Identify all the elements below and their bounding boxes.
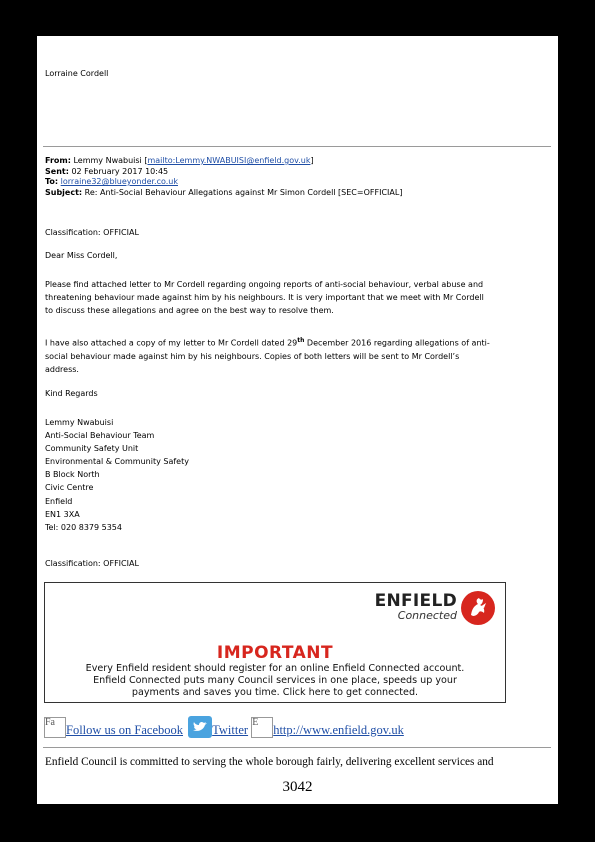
facebook-link[interactable]: Follow us on Facebook (66, 723, 184, 737)
document-page (37, 36, 558, 804)
footer-divider (43, 747, 551, 748)
from-row: From: Lemmy Nwabuisi [mailto:Lemmy.NWABUISI@enfield.gov.uk] (45, 156, 314, 165)
sent-row (45, 167, 550, 178)
to-label: To: (45, 177, 59, 186)
greeting: Dear Miss Cordell, (45, 251, 118, 260)
enfield-logo-text (355, 592, 457, 622)
paragraph-1-line: to discuss these allegations and agree on the best way to resolve them. (45, 306, 334, 315)
email-header (45, 156, 550, 198)
signature-line: Environmental & Community Safety (45, 457, 189, 467)
signature-line: B Block North (45, 470, 100, 480)
twitter-bird-icon[interactable] (188, 716, 212, 738)
signature-line: Civic Centre (45, 483, 94, 493)
website-link[interactable]: http://www.enfield.gov.uk (273, 723, 404, 737)
footer-text: Enfield Council is committed to serving the whole borough fairly, delivering excellent services and (45, 756, 494, 768)
banner-line: payments and saves you time. Click here to get connected. (131, 687, 419, 698)
paragraph-1-line: threatening behaviour made against him by his neighbours. It is very important that we meet with Mr Cordell (45, 293, 484, 302)
from-label: From: (45, 156, 71, 165)
enfield-connected-banner[interactable] (44, 582, 506, 703)
ordinal-suffix: th (297, 337, 305, 344)
paragraph-2-line: address. (45, 364, 79, 374)
banner-line: Every Enfield resident should register for an online Enfield Connected account. (85, 663, 465, 674)
twitter-link[interactable]: Twitter (212, 723, 249, 737)
sent-label: Sent: (45, 166, 69, 176)
paragraph-1-line: Please find attached letter to Mr Cordell regarding ongoing reports of anti-social behaviour, verbal abuse and (45, 280, 484, 289)
paragraph-2-line: social behaviour made against him by his neighbours. Copies of both letters will be sent to Mr Cordell’s (45, 351, 460, 361)
signature-line: EN1 3XA (45, 509, 80, 519)
signature-line: Community Safety Unit (45, 444, 139, 454)
closing: Kind Regards (45, 389, 98, 398)
signature-line: Lemmy Nwabuisi (45, 418, 114, 427)
logo-word: ENFIELD (374, 591, 457, 611)
page-number: 3042 (282, 779, 313, 795)
facebook-broken-image-icon[interactable]: Fa (44, 717, 66, 738)
important-heading: IMPORTANT (216, 643, 334, 663)
classification-bottom: Classification: OFFICIAL (45, 559, 139, 568)
social-links (44, 716, 404, 738)
header-divider (43, 146, 551, 147)
to-email-link[interactable]: lorraine32@blueyonder.co.uk (60, 177, 178, 186)
paragraph-2-line (45, 334, 555, 350)
header-recipient-name: Lorraine Cordell (45, 69, 109, 78)
from-name: Lemmy Nwabuisi (73, 156, 142, 165)
signature-line: Tel: 020 8379 5354 (45, 522, 122, 532)
logo-sub: Connected (397, 609, 457, 622)
banner-line: Enfield Connected puts many Council services in one place, speeds up your (93, 675, 457, 686)
from-mailto-link[interactable]: mailto:Lemmy.NWABUISI@enfield.gov.uk (147, 156, 311, 165)
paragraph-2-line1-post: December 2016 regarding allegations of anti- (304, 338, 490, 348)
sent-value: 02 February 2017 10:45 (71, 166, 169, 176)
paragraph-1 (45, 278, 555, 317)
subject-value: Re: Anti-Social Behaviour Allegations against Mr Simon Cordell [SEC=OFFICIAL] (84, 187, 403, 197)
signature-line: Enfield (45, 496, 73, 506)
paragraph-2-line1-pre: I have also attached a copy of my letter to Mr Cordell dated 29 (45, 338, 298, 348)
enfield-dragon-logo-icon (460, 590, 496, 626)
signature-line: Anti-Social Behaviour Team (45, 431, 155, 441)
subject-label: Subject: (45, 187, 83, 197)
to-row (45, 177, 550, 188)
subject-row (45, 188, 550, 199)
signature-block (45, 416, 189, 534)
paragraph-2 (45, 334, 555, 376)
classification-top: Classification: OFFICIAL (45, 228, 139, 237)
website-broken-image-icon[interactable]: E (251, 717, 273, 738)
